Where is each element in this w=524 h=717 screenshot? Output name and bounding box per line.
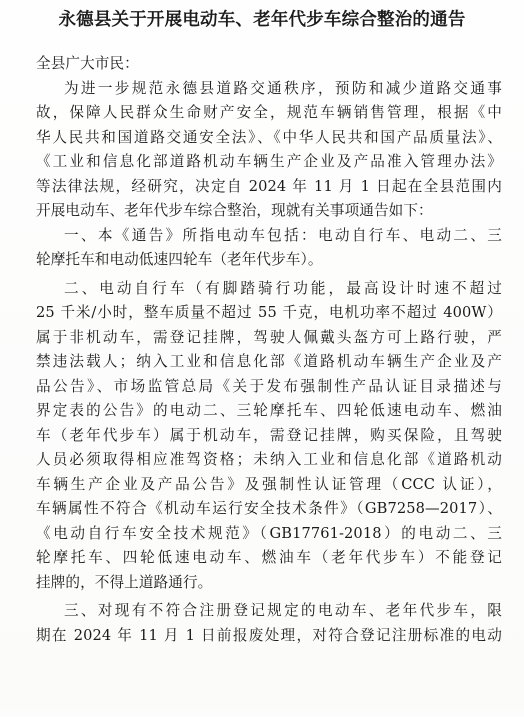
text-line: 《工业和信息化部道路机动车辆生产企业及产品准入管理办法》 xyxy=(36,153,502,170)
text-line: 禁违法载人；纳入工业和信息化部《道路机动车辆生产企业及产 xyxy=(36,353,502,370)
paragraph-intro xyxy=(36,77,502,224)
text-line: 车辆生产企业及产品公告》及强制性认证管理（CCC 认证）， xyxy=(36,475,502,493)
text-line: 轮摩托车和电动低速四轮车（老年代步车）。 xyxy=(36,251,323,268)
page-bottom-edge xyxy=(0,709,524,717)
paragraph-item-3 xyxy=(36,599,502,648)
text-line: 三、对现有不符合注册登记规定的电动车、老年代步车，限 xyxy=(64,602,502,619)
text-line: 轮摩托车、四轮低速电动车、燃油车（老年代步车）不能登记 xyxy=(36,549,502,566)
text-line: 属于非机动车，需登记挂牌，驾驶人佩戴头盔方可上路行驶，严 xyxy=(36,328,502,346)
text-line: 车（老年代步车）属于机动车，需登记挂牌，购买保险，且驾驶 xyxy=(36,426,502,444)
text-line: 25 千米/小时，整车质量不超过 55 千克，电机功率不超过 400W） xyxy=(36,304,502,321)
salutation: 全县广大市民： xyxy=(36,55,139,72)
text-line: 等法律法规，经研究，决定自 2024 年 11 月 1 日起在全县范围内 xyxy=(36,177,502,195)
text-line: 一、本《通告》所指电动车包括：电动自行车、电动二、三 xyxy=(64,226,502,244)
text-line: 为进一步规范永德县道路交通秩序，预防和减少道路交通事 xyxy=(64,79,502,97)
text-line: 人员必须取得相应准驾资格；未纳入工业和信息化部《道路机动 xyxy=(36,451,502,468)
text-line: 《电动自行车安全技术规范》（GB17761-2018）的电动二、三 xyxy=(36,524,502,542)
text-line: 期在 2024 年 11 月 1 日前报废处理，对符合登记注册标准的电动 xyxy=(36,626,502,644)
text-line: 华人民共和国道路交通安全法》、《中华人民共和国产品质量法》、 xyxy=(36,128,502,146)
paragraph-item-2 xyxy=(36,277,502,596)
text-line: 品公告》、市场监管总局《关于发布强制性产品认证目录描述与 xyxy=(36,377,502,395)
notice-body xyxy=(36,52,502,648)
paragraph-item-1 xyxy=(36,224,502,273)
text-line: 故，保障人民群众生命财产安全，规范车辆销售管理，根据《中 xyxy=(36,104,502,121)
notice-title: 永德县关于开展电动车、老年代步车综合整治的通告 xyxy=(58,10,466,30)
text-line: 界定表的公告》的电动二、三轮摩托车、四轮低速电动车、燃油 xyxy=(36,402,502,419)
text-line: 开展电动车、老年代步车综合整治，现就有关事项通告如下： xyxy=(36,202,433,219)
text-line: 二、电动自行车（有脚踏骑行功能，最高设计时速不超过 xyxy=(64,279,502,297)
text-line: 挂牌的，不得上道路通行。 xyxy=(36,573,213,591)
text-line: 车辆属性不符合《机动车运行安全技术条件》（GB7258—2017）、 xyxy=(36,500,502,517)
